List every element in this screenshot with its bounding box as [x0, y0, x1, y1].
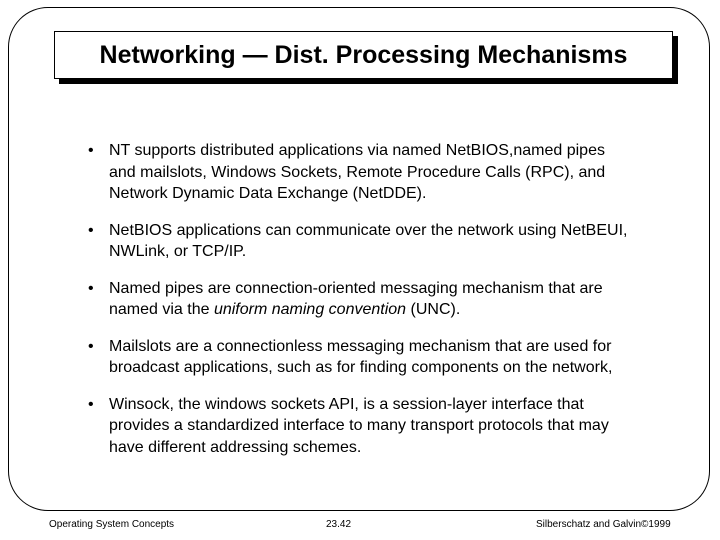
footer-page-number: 23.42 — [326, 519, 352, 530]
bullet-list — [88, 140, 628, 473]
bullet-item-mailslots — [88, 336, 628, 379]
bullet-text-italic: uniform naming convention — [213, 301, 407, 318]
bullet-text: NetBIOS applications can communicate over the network using NetBEUI, NWLink, or TCP/IP. — [109, 221, 628, 260]
bullet-dot: • — [88, 142, 94, 159]
bullet-dot: • — [88, 279, 94, 297]
bullet-text-part: Named pipes are connection-oriented messaging mechanism that are named via the — [109, 279, 603, 318]
slide-title: Networking — Dist. Processing Mechanisms — [99, 40, 628, 69]
bullet-item-netbios-apps — [88, 220, 628, 263]
bullet-dot: • — [88, 221, 94, 239]
bullet-text — [109, 280, 603, 319]
bullet-text: Winsock, the windows sockets API, is a session-layer interface that provides a standardized interface to many transport protocols that may have different addressing schemes. — [109, 395, 609, 456]
bullet-text-part: (UNC). — [406, 301, 461, 318]
bullet-item-netbios — [88, 140, 628, 205]
footer-book-title: Operating System Concepts — [49, 519, 175, 530]
bullet-item-winsock — [88, 394, 628, 459]
bullet-dot: • — [88, 337, 94, 355]
bullet-item-named-pipes — [88, 278, 628, 321]
bullet-text: Mailslots are a connectionless messaging mechanism that are used for broadcast applications, such as for finding components on the network, — [109, 337, 613, 376]
footer-authors: Silberschatz and Galvin©1999 — [536, 519, 671, 530]
title-box — [54, 31, 673, 79]
bullet-dot: • — [88, 395, 94, 413]
bullet-text: NT supports distributed applications via named NetBIOS,named pipes and mailslots, Windows Sockets, Remote Procedure Calls (RPC), and Network Dynamic Data Exchange (NetDDE). — [109, 142, 606, 202]
